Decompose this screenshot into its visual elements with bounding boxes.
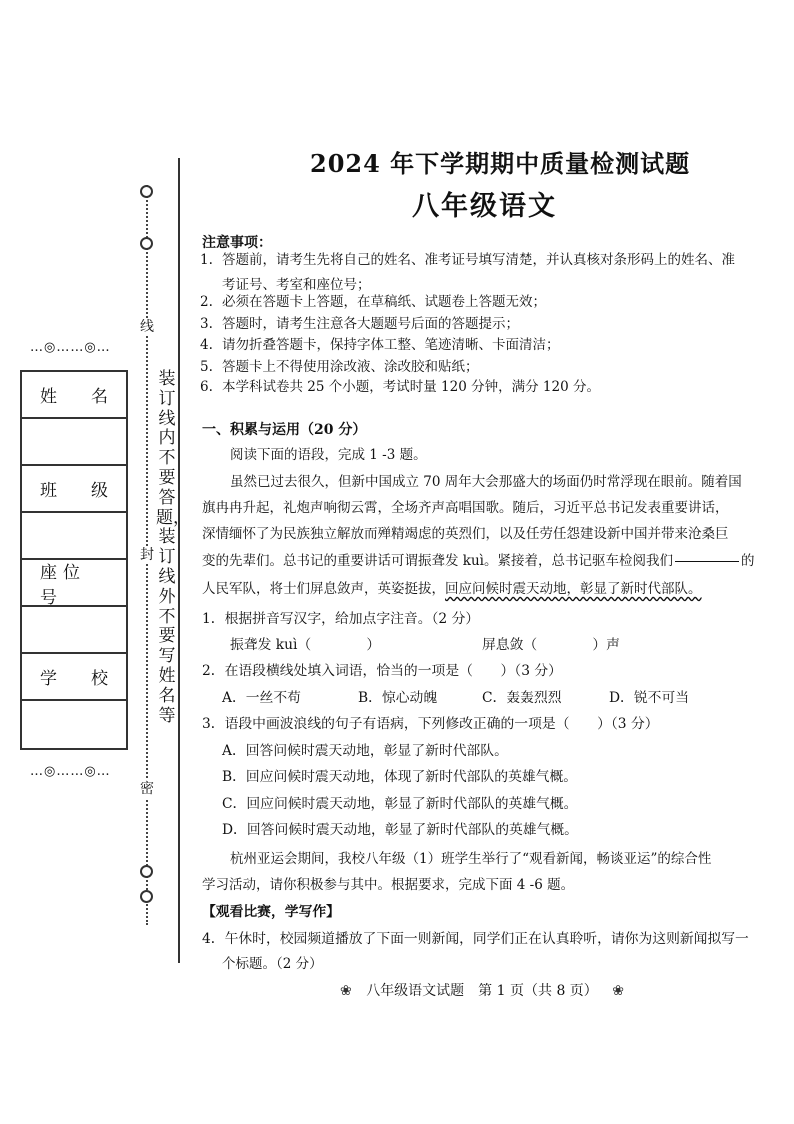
reading-intro: 阅读下面的语段，完成 1 -3 题。 [230, 447, 427, 463]
exam-title: 2024 年下学期期中质量检测试题 [310, 149, 691, 178]
notice-item-continued: 考证号、考室和座位号； [222, 277, 371, 293]
school-field[interactable] [22, 701, 126, 748]
footer-text: 八年级语文试题 第 1 页（共 8 页） [366, 983, 598, 999]
question-2: 2．在语段横线处填入词语，恰当的一项是（ ）（3 分） [202, 663, 562, 679]
school-label-b: 校 [91, 669, 108, 689]
binding-circle [140, 237, 153, 250]
passage-line: 深情缅怀了为民族独立解放而殚精竭虑的英烈们，以及任劳任怨建设新中国并带来沧桑巨 [202, 526, 729, 542]
exam-subject: 八年级语文 [412, 191, 557, 222]
class-field[interactable] [22, 513, 126, 560]
notice-item: 4. 请勿折叠答题卡，保持字体工整、笔迹清晰、卡面清洁； [200, 337, 560, 353]
name-field[interactable] [22, 419, 126, 466]
q2-option-c[interactable]: C．轰轰烈烈 [482, 690, 562, 706]
q1-item: 振聋发 kuì（ ） [230, 637, 381, 653]
binding-solid-rule [178, 158, 180, 963]
dotline-bottom: …◎……◎… [30, 764, 111, 779]
q2-option-b[interactable]: B．惊心动魄 [358, 690, 438, 706]
notice-item: 1. 答题前，请考生先将自己的姓名、准考证号填写清楚，并认真核对条形码上的姓名、准 [200, 252, 735, 268]
notice-item: 2. 必须在答题卡上答题，在草稿纸、试题卷上答题无效； [200, 294, 546, 310]
flower-icon: ❀ [612, 983, 624, 999]
binding-mark-line: 线 [137, 318, 157, 336]
question-4-continued: 个标题。（2 分） [222, 956, 323, 972]
seat-field[interactable] [22, 607, 126, 654]
q2-option-a[interactable]: A．一丝不苟 [222, 690, 301, 706]
notice-item: 5. 答题卡上不得使用涂改液、涂改胶和贴纸； [200, 359, 479, 375]
flower-icon: ❀ [340, 983, 352, 999]
passage-line: 虽然已过去很久，但新中国成立 70 周年大会那盛大的场面仍时常浮现在眼前。随着国 [230, 474, 742, 490]
binding-circle [140, 185, 153, 198]
name-label-b: 名 [91, 387, 108, 407]
activity-line: 学习活动，请你积极参与其中。根据要求，完成下面 4 -6 题。 [202, 877, 575, 893]
q3-option-c[interactable]: C．回应问候时震天动地，彰显了新时代部队的英雄气概。 [222, 796, 578, 812]
dotline-top: …◎……◎… [30, 340, 111, 355]
binding-vertical-notice: 装订线内不要答题，装订线外不要写姓名等 [156, 369, 190, 726]
notice-item: 6. 本学科试卷共 25 个小题，考试时量 120 分钟，满分 120 分。 [200, 379, 600, 395]
seat-label: 座位号 [40, 562, 86, 608]
wavy-underlined-sentence: 回应问候时震天动地，彰显了新时代部队。 [445, 581, 702, 597]
class-label-b: 级 [91, 481, 108, 501]
binding-circle [140, 865, 153, 878]
question-1: 1．根据拼音写汉字，给加点字注音。（2 分） [202, 611, 480, 627]
sub-heading: 【观看比赛，学写作】 [202, 904, 340, 920]
notice-heading: 注意事项： [202, 235, 272, 251]
fill-blank[interactable] [675, 561, 739, 562]
passage-line: 人民军队，将士们屏息敛声，英姿挺拔，回应问候时震天动地，彰显了新时代部队。 [202, 581, 702, 597]
q3-option-d[interactable]: D．回答问候时震天动地，彰显了新时代部队的英雄气概。 [222, 822, 578, 838]
question-3: 3．语段中画波浪线的句子有语病，下列修改正确的一项是（ ）（3 分） [202, 716, 659, 732]
seat-label-row [22, 560, 126, 607]
class-label-a: 班 [40, 481, 57, 501]
notice-item: 3. 答题时，请考生注意各大题题号后面的答题提示； [200, 316, 519, 332]
name-label-row [22, 372, 126, 419]
q3-option-a[interactable]: A．回答问候时震天动地，彰显了新时代部队。 [222, 743, 508, 759]
name-label-a: 姓 [40, 387, 57, 407]
passage-line: 旗冉冉升起，礼炮声响彻云霄，全场齐声高唱国歌。随后，习近平总书记发表重要讲话， [202, 500, 729, 516]
school-label-row [22, 654, 126, 701]
q2-option-d[interactable]: D．锐不可当 [609, 690, 690, 706]
school-label-a: 学 [40, 669, 57, 689]
passage-line: 变的先辈们。总书记的重要讲话可谓振聋发 kuì。紧接着，总书记驱车检阅我们 的 [202, 553, 755, 569]
student-info-table [20, 370, 128, 750]
section-heading: 一、积累与运用（20 分） [202, 422, 367, 438]
q1-item: 屏息敛（ ）声 [482, 637, 620, 653]
binding-mark-seal: 封 [137, 546, 157, 564]
page-footer [340, 980, 624, 1000]
class-label-row [22, 466, 126, 513]
binding-circle [140, 890, 153, 903]
binding-mark-secret: 密 [137, 780, 157, 798]
question-4: 4．午休时，校园频道播放了下面一则新闻，同学们正在认真聆听，请你为这则新闻拟写一 [202, 931, 749, 947]
q3-option-b[interactable]: B．回应问候时震天动地，体现了新时代部队的英雄气概。 [222, 769, 578, 785]
activity-line: 杭州亚运会期间，我校八年级（1）班学生举行了“观看新闻，畅谈亚运”的综合性 [230, 851, 712, 867]
